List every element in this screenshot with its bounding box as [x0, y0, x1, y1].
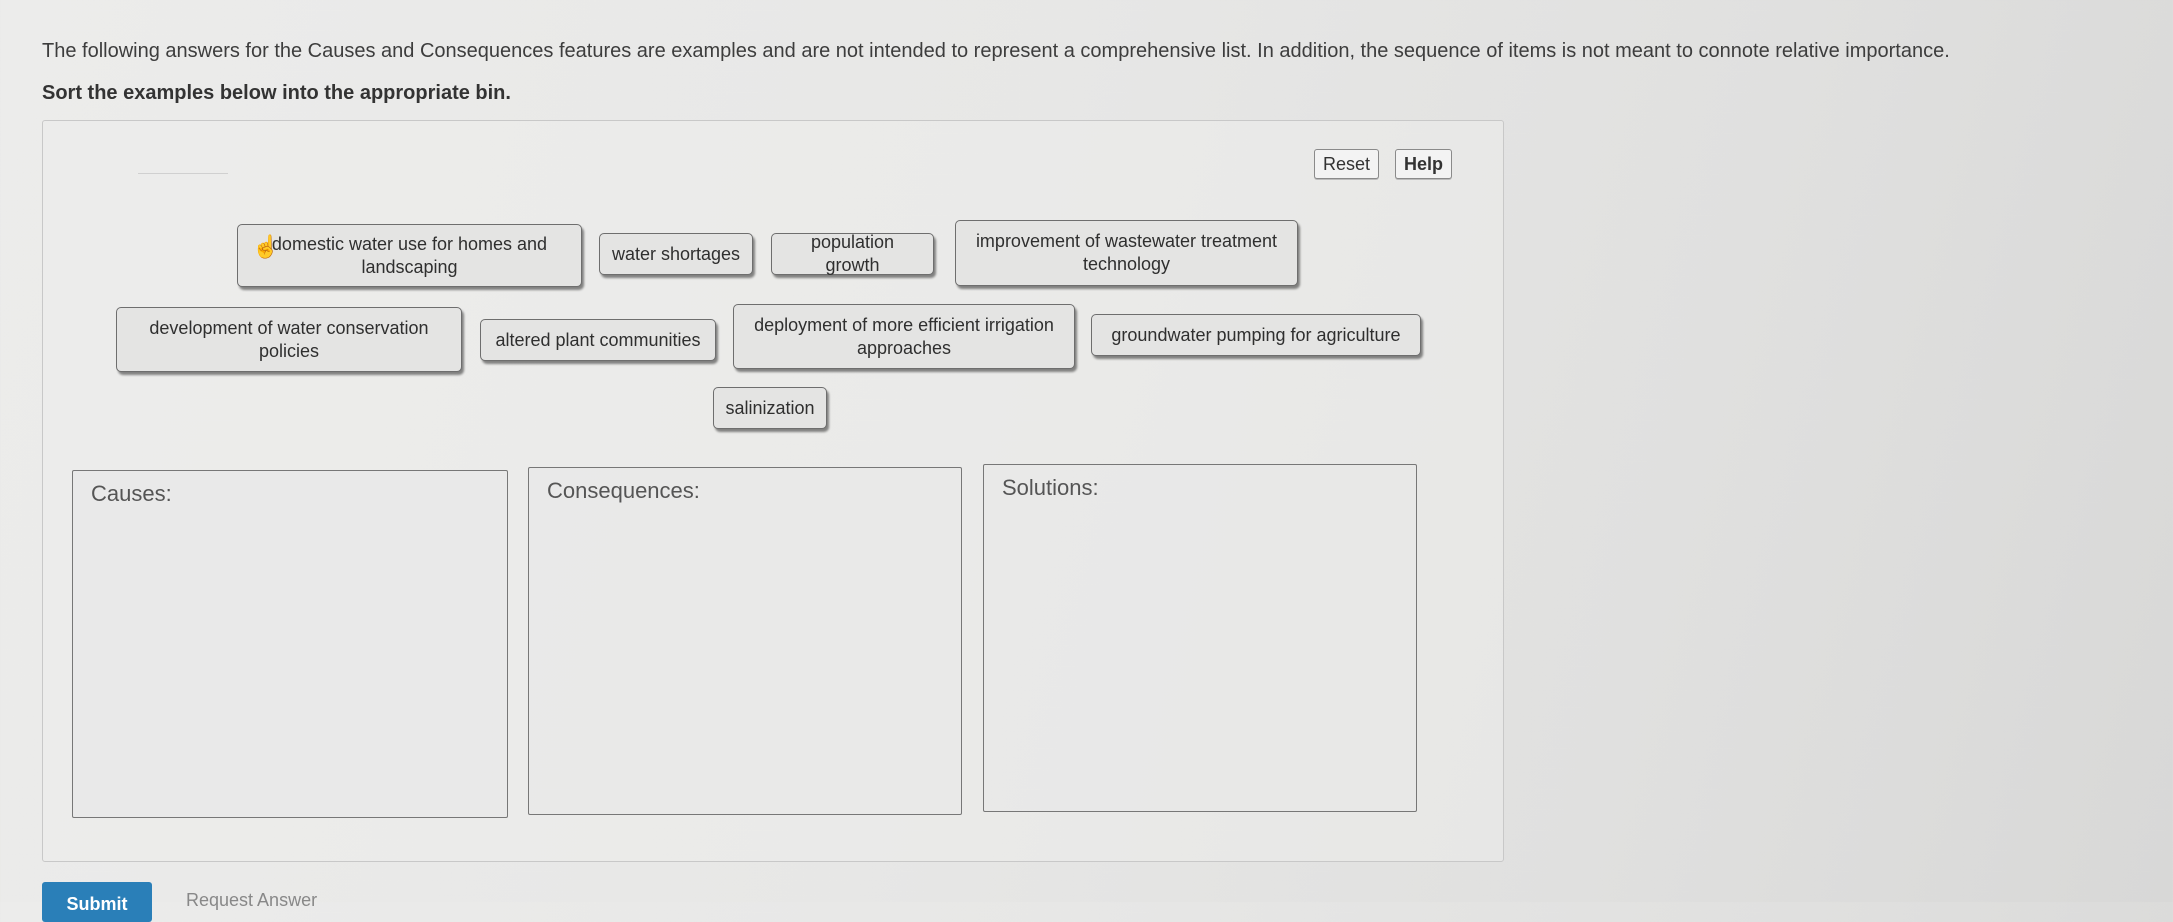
- chip-domestic-water-use[interactable]: [237, 224, 582, 287]
- chip-label: development of water conservation policies: [149, 317, 429, 361]
- bin-label: Consequences:: [547, 478, 700, 503]
- request-answer-link[interactable]: Request Answer: [186, 890, 318, 910]
- chip-label: population growth: [810, 232, 895, 275]
- instruction-text: Sort the examples below into the appropriate bin.: [42, 82, 511, 104]
- chip-label: deployment of more efficient irrigation approaches: [754, 314, 1054, 358]
- chip-population-growth[interactable]: [771, 233, 934, 275]
- chip-label: groundwater pumping for agriculture: [1111, 324, 1401, 345]
- chip-altered-plant-communities[interactable]: [480, 319, 716, 361]
- chip-salinization[interactable]: [713, 387, 827, 429]
- bin-solutions[interactable]: [983, 464, 1417, 812]
- chip-label: domestic water use for homes and landscaping: [271, 233, 548, 277]
- reset-button[interactable]: Reset: [1314, 149, 1379, 179]
- help-button[interactable]: Help: [1395, 149, 1452, 179]
- bin-consequences[interactable]: [528, 467, 962, 815]
- intro-text: The following answers for the Causes and Consequences features are examples and are not intended to represent a comprehensive list. In addition, the sequence of items is not meant to connote relative importance.: [42, 40, 1950, 62]
- bin-label: Causes:: [91, 481, 172, 506]
- chip-label: salinization: [725, 397, 815, 418]
- chip-efficient-irrigation[interactable]: [733, 304, 1075, 369]
- bin-label: Solutions:: [1002, 475, 1099, 500]
- chip-water-conservation-policies[interactable]: [116, 307, 462, 372]
- hand-pointer-icon: ☝: [252, 234, 280, 259]
- bin-causes[interactable]: [72, 470, 508, 818]
- chip-label: altered plant communities: [495, 329, 701, 350]
- divider: [138, 173, 228, 174]
- sorting-panel: [42, 120, 1504, 862]
- chip-label: water shortages: [611, 243, 741, 264]
- chip-water-shortages[interactable]: [599, 233, 753, 275]
- chip-groundwater-pumping[interactable]: [1091, 314, 1421, 356]
- submit-button[interactable]: Submit: [42, 882, 152, 922]
- chip-wastewater-treatment[interactable]: [955, 220, 1298, 286]
- chip-label: improvement of wastewater treatment technology: [975, 231, 1278, 274]
